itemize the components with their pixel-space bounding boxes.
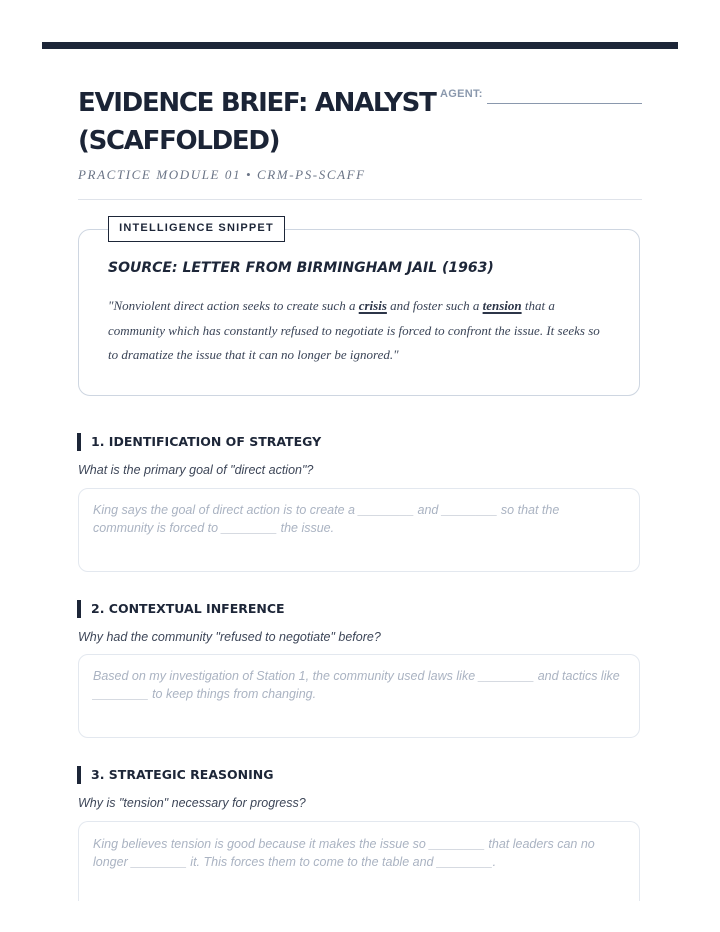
- snippet-tab-label: INTELLIGENCE SNIPPET: [108, 216, 285, 242]
- section-marker: [77, 433, 81, 451]
- agent-name-field[interactable]: [487, 103, 642, 104]
- quote-text-2: and foster such a: [386, 298, 483, 313]
- quote-keyword-crisis: crisis: [358, 298, 387, 313]
- title-line-1: EVIDENCE BRIEF: ANALYST: [78, 88, 436, 118]
- header-divider: [78, 199, 642, 200]
- answer-scaffold-text: Based on my investigation of Station 1, the community used laws like ________ and tactics like ________ to keep things from changing.: [93, 669, 620, 701]
- answer-scaffold-text: King says the goal of direct action is to create a ________ and ________ so that the community is forced to ________ the issue.: [93, 503, 560, 535]
- quote-keyword-tension: tension: [482, 298, 522, 313]
- agent-label: AGENT:: [440, 88, 483, 100]
- section-question: What is the primary goal of "direct action"?: [78, 463, 314, 477]
- section-title: 2. CONTEXTUAL INFERENCE: [91, 601, 285, 616]
- section-title: 3. STRATEGIC REASONING: [91, 767, 274, 782]
- answer-scaffold-text: King believes tension is good because it makes the issue so ________ that leaders can no longer ________ it. This forces them to come to the table and ________.: [93, 837, 595, 869]
- section-marker: [77, 600, 81, 618]
- module-subtitle: PRACTICE MODULE 01 • CRM-PS-SCAFF: [78, 167, 366, 182]
- title-line-2: (SCAFFOLDED): [78, 126, 280, 156]
- section-question: Why is "tension" necessary for progress?: [78, 796, 306, 810]
- page-title: [78, 84, 438, 160]
- snippet-source: SOURCE: LETTER FROM BIRMINGHAM JAIL (1963): [108, 260, 494, 276]
- snippet-quote: [108, 294, 613, 368]
- section-question: Why had the community "refused to negotiate" before?: [78, 630, 381, 644]
- top-accent-bar: [42, 42, 678, 49]
- section-marker: [77, 766, 81, 784]
- quote-text-1: "Nonviolent direct action seeks to create such a: [108, 298, 359, 313]
- quote-text-3: that a community which has constantly refused to negotiate is forced to confront the issue. It seeks so to dramatize the issue that it can no longer be ignored.": [108, 298, 600, 362]
- section-title: 1. IDENTIFICATION OF STRATEGY: [91, 434, 322, 449]
